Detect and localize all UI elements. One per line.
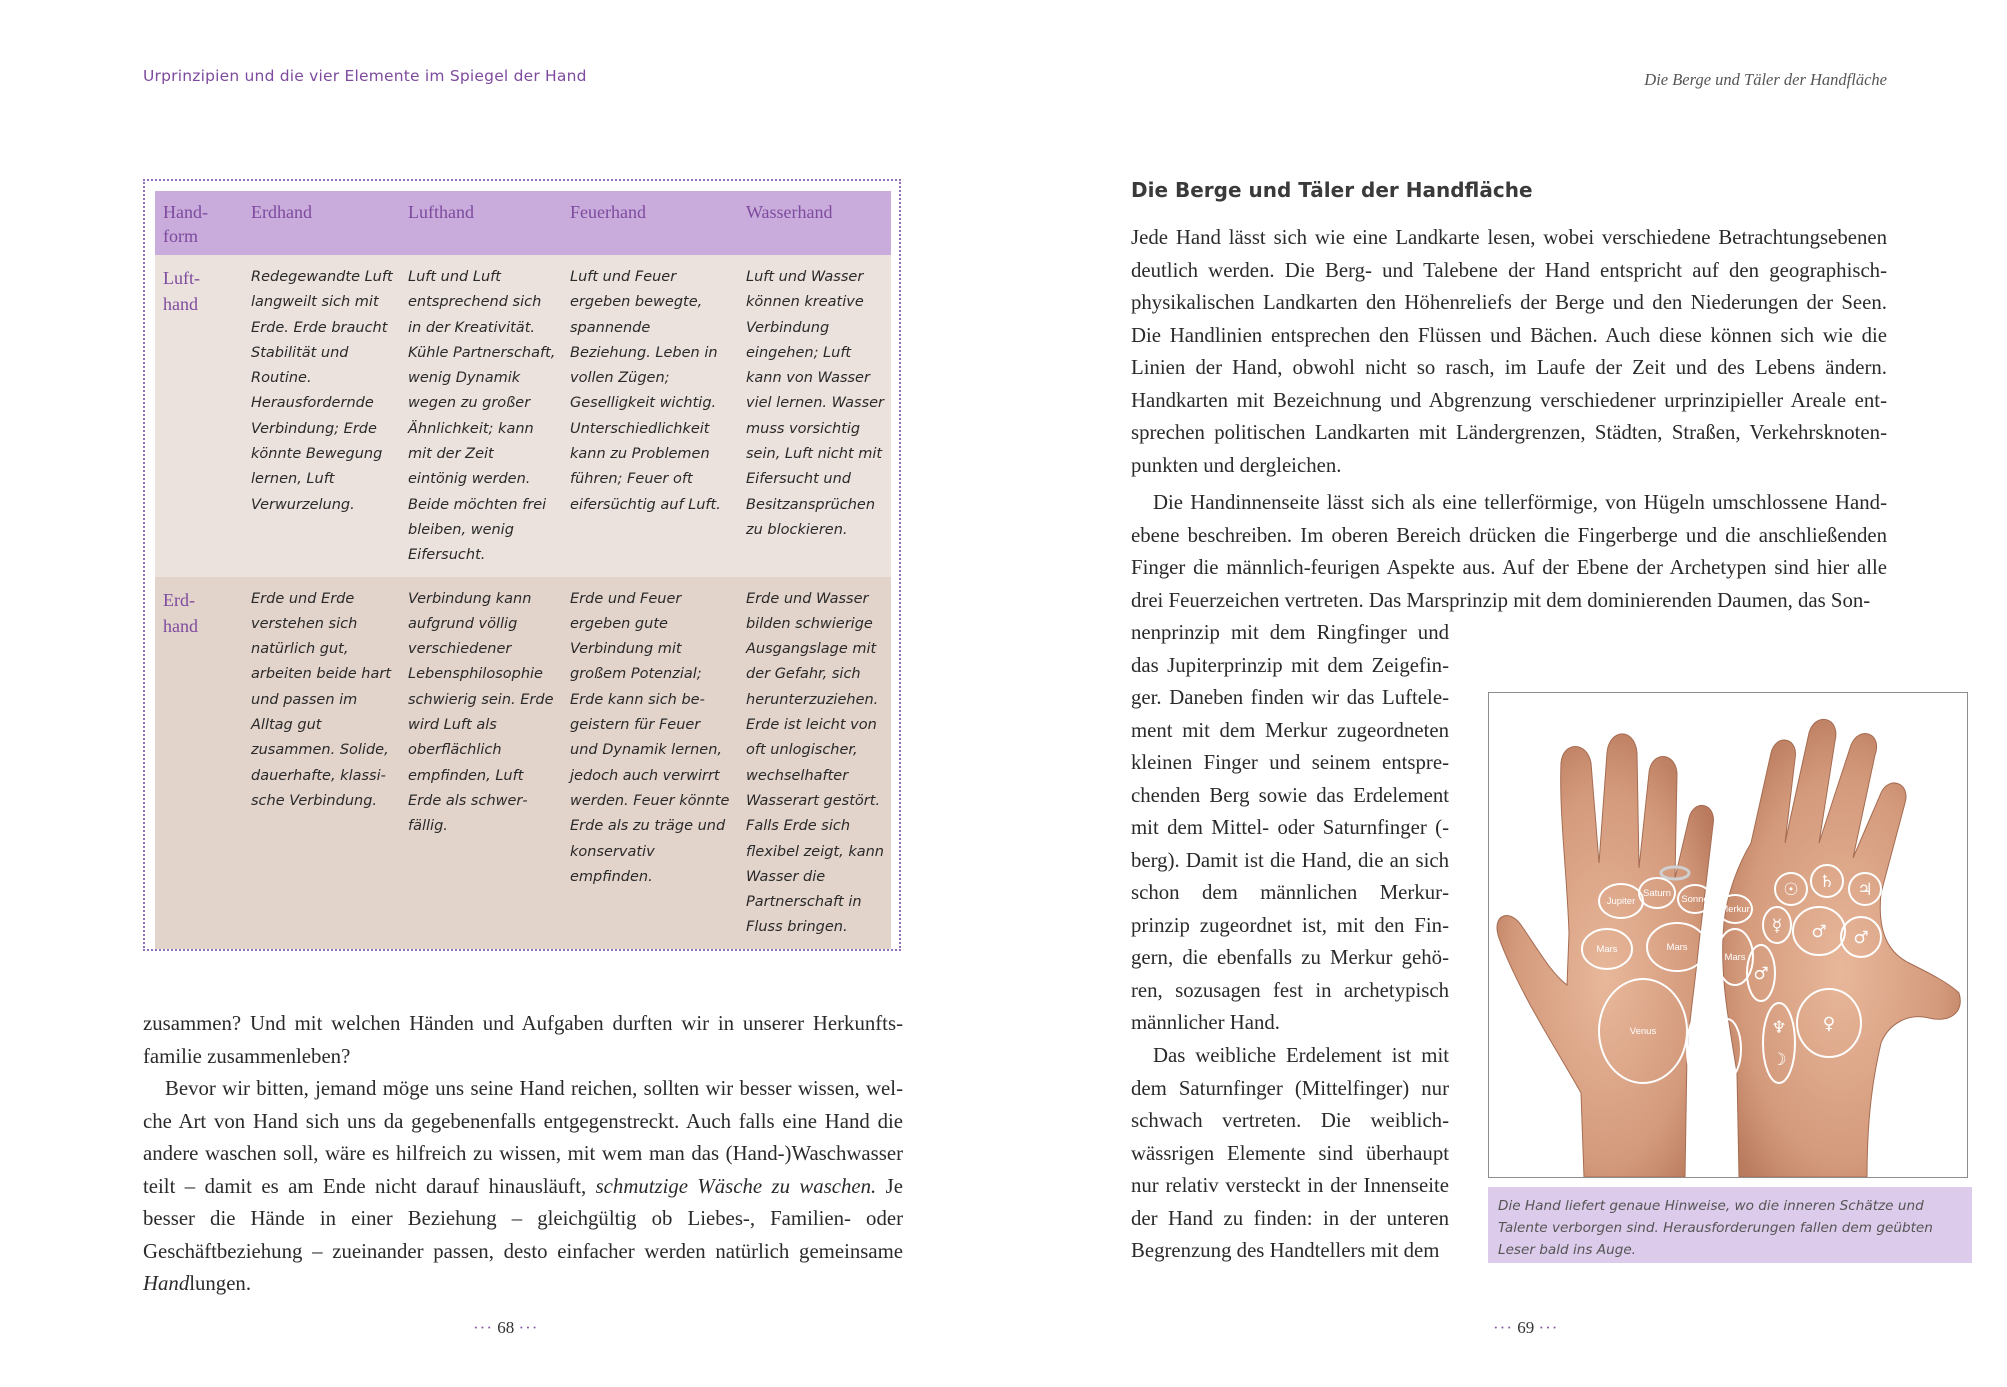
paragraph: zusammen? Und mit welchen Händen und Aufgaben durften wir in unserer Herkunftsfamilie zusammenleben? — [143, 1012, 903, 1068]
row-label: Erd- hand — [155, 577, 243, 949]
table-cell: Luft und Feuer ergeben bewegte, spannende Beziehung. Leben in vollen Zügen; Geselligkeit wichtig. Unterschiedlichkeit kann zu Problemen führen; Feuer oft eifersüchtig auf Luft. — [562, 255, 738, 577]
paragraph: Jede Hand lässt sich wie eine Landkarte lesen, wobei verschiedene Betrachtungsebenen deutlich werden. Die Berg- und Talebene der Hand entspricht auf den geographisch-physikalischen Landkarten den Höhenreliefs der Berge und den Niederungen der Seen. Die Handlinien entsprechen den Flüssen und Bächen. Auch diese können sich wie die Linien der Hand, obwohl nicht so rasch, im Laufe der Zeit und des Lebens ändern. Handkarten mit Bezeichnung und Abgrenzung verschiedener urprinzipieller Areale entsprechen politischen Landkarten mit Ländergrenzen, Städten, Straßen, Verkehrsknotenpunkten und dergleichen. — [1131, 226, 1887, 477]
mount-label: Venus — [1629, 1026, 1657, 1037]
planet-symbol: ♂ — [1811, 922, 1827, 942]
page-number-left: ··· 68 ··· — [473, 1318, 539, 1337]
table-header-row — [155, 191, 891, 255]
table-cell: Erde und Erde verstehen sich natürlich gut, arbeiten beide hart und passen im Alltag gut zusammen. Solide, dauerhafte, klassische Verbindung. — [243, 577, 400, 949]
planet-symbol: ☉ — [1783, 880, 1799, 900]
row-label: Luft- hand — [155, 255, 243, 577]
palm-map-figure — [1488, 692, 1968, 1178]
section-heading: Die Berge und Täler der Handfläche — [1131, 178, 1533, 202]
running-head-left: Urprinzipien und die vier Elemente im Spiegel der Hand — [143, 67, 587, 85]
table-cell: Redegewandte Luft langweilt sich mit Erde. Erde braucht Stabilität und Routine. Herausfordernde Verbindung; Erde könnte Bewegung lernen, Luft Verwurzelung. — [243, 255, 400, 577]
table-header-cell: Feuerhand — [562, 191, 738, 255]
figure-caption: Die Hand liefert genaue Hinweise, wo die inneren Schätze und Talente verborgen sind. Herausforderungen fallen dem geübten Leser bald ins Auge. — [1488, 1187, 1972, 1263]
mount-label: Mars — [1724, 952, 1746, 963]
compatibility-table-frame — [143, 179, 901, 951]
mount-label: Neptun — [1688, 1032, 1705, 1065]
table-row — [155, 577, 891, 949]
planet-symbol: ♂ — [1853, 928, 1869, 948]
left-page — [0, 0, 1003, 1387]
right-hand — [1723, 719, 1961, 1177]
mount-label: Merkur — [1720, 904, 1750, 915]
planet-symbol: ☽ — [1771, 1050, 1787, 1070]
palm-map-image — [1489, 693, 1967, 1177]
paragraph: nenprinzip mit dem Ringfinger und das Jupiterprinzip mit dem Zeigefinger. Daneben finden wir das Luftelement mit dem Merkur zugeordneten kleinen Finger und seinem entsprechenden Berg sowie das Erdelement mit dem Mittel- oder Saturnfinger (-berg). Damit ist die Hand, die an sich schon dem männlichen Merkurprinzip zugeordnet ist, mit den Fingern, die ebenfalls zu Merkur gehören, sozusagen fest in archetypisch männlicher Hand. — [1131, 621, 1449, 1034]
table-header-cell: Hand- form — [155, 191, 243, 255]
paragraph: Bevor wir bitten, jemand möge uns seine Hand reichen, sollten wir besser wissen, welche Art von Hand sich uns da gegebenenfalls entgegenstreckt. Auch falls eine Hand die andere waschen soll, wäre es hilfreich zu wissen, mit wem man das (Hand-)Waschwasser teilt – damit es am Ende nicht darauf hinausläuft, schmutzige Wäsche zu waschen. Je besser die Hände in einer Beziehung – gleichgültig ob Liebes-, Familien- oder Geschäftbeziehung – zueinander passen, desto einfacher werden natürlich gemeinsame Handlungen. — [143, 1077, 903, 1295]
mount-label: Saturn — [1643, 888, 1671, 899]
left-hand — [1497, 734, 1713, 1177]
table-row — [155, 255, 891, 577]
planet-symbol: ♀ — [1822, 1014, 1836, 1034]
page-number-right: ··· 69 ··· — [1493, 1318, 1559, 1337]
mount-label: Mars — [1596, 944, 1618, 955]
paragraph: Die Handinnenseite lässt sich als eine tellerförmige, von Hügeln umschlossene Handebene beschreiben. Im oberen Bereich drücken die Fingerberge und die anschließenden Finger die männlich-feurigen Aspekte aus. Auf der Ebene der Archetypen sind hier alle drei Feuerzeichen vertreten. Das Marsprinzip mit dem dominierenden Daumen, das Son- — [1131, 491, 1887, 612]
table-cell: Erde und Wasser bilden schwierige Ausgangslage mit der Gefahr, sich herunterzuziehen. Erde ist leicht von oft unlogischer, wechselhafter Wasserart gestört. Falls Erde sich flexibel zeigt, kann Wasser die Partnerschaft in Fluss bringen. — [738, 577, 891, 949]
mount-label: Sonne — [1681, 894, 1709, 905]
planet-symbol: ♄ — [1819, 872, 1835, 892]
right-page — [1003, 0, 2007, 1387]
table-cell: Erde und Feuer ergeben gute Verbindung mit großem Potenzial; Erde kann sich begeistern für Feuer und Dynamik lernen, jedoch auch verwirrt werden. Feuer könnte Erde als zu träge und konservativ empfinden. — [562, 577, 738, 949]
running-head-right: Die Berge und Täler der Handfläche — [1644, 70, 1887, 89]
left-body-text — [143, 1008, 903, 1301]
planet-symbol: ♂ — [1753, 964, 1769, 984]
mount-label: Mars — [1666, 942, 1688, 953]
table-cell: Verbindung kann aufgrund völlig verschiedener Lebensphilosophie schwierig sein. Erde wird Luft als oberflächlich empfinden, Luft Erde als schwerfällig. — [400, 577, 562, 949]
planet-symbol: ♃ — [1857, 880, 1873, 900]
mount-label: Jupiter — [1606, 896, 1636, 907]
planet-symbol: ♆ — [1771, 1018, 1787, 1038]
table-header-cell: Lufthand — [400, 191, 562, 255]
table-cell: Luft und Wasser können kreative Verbindung eingehen; Luft kann von Wasser viel lernen. Wasser muss vorsichtig sein, Luft nicht mit Eifersucht und Besitzansprüchen zu blockieren. — [738, 255, 891, 577]
table-cell: Luft und Luft entsprechend sich in der Kreativität. Kühle Partnerschaft, wenig Dynamik wegen zu großer Ähnlichkeit; kann mit der Zeit eintönig werden. Beide möchten frei bleiben, wenig Eifersucht. — [400, 255, 562, 577]
table-header-cell: Erdhand — [243, 191, 400, 255]
paragraph: Das weibliche Erdelement ist mit dem Saturnfinger (Mittelfinger) nur schwach vertreten. Die weiblich-wässrigen Elemente sind überhaupt nur relativ versteckt in der Innenseite der Hand zu finden: in der unteren Begrenzung des Handtellers mit dem — [1131, 1044, 1449, 1262]
table-header-cell: Wasserhand — [738, 191, 891, 255]
planet-symbol: ☿ — [1771, 916, 1783, 936]
compatibility-table — [155, 191, 891, 949]
mount-label: Mond — [1717, 1035, 1733, 1062]
